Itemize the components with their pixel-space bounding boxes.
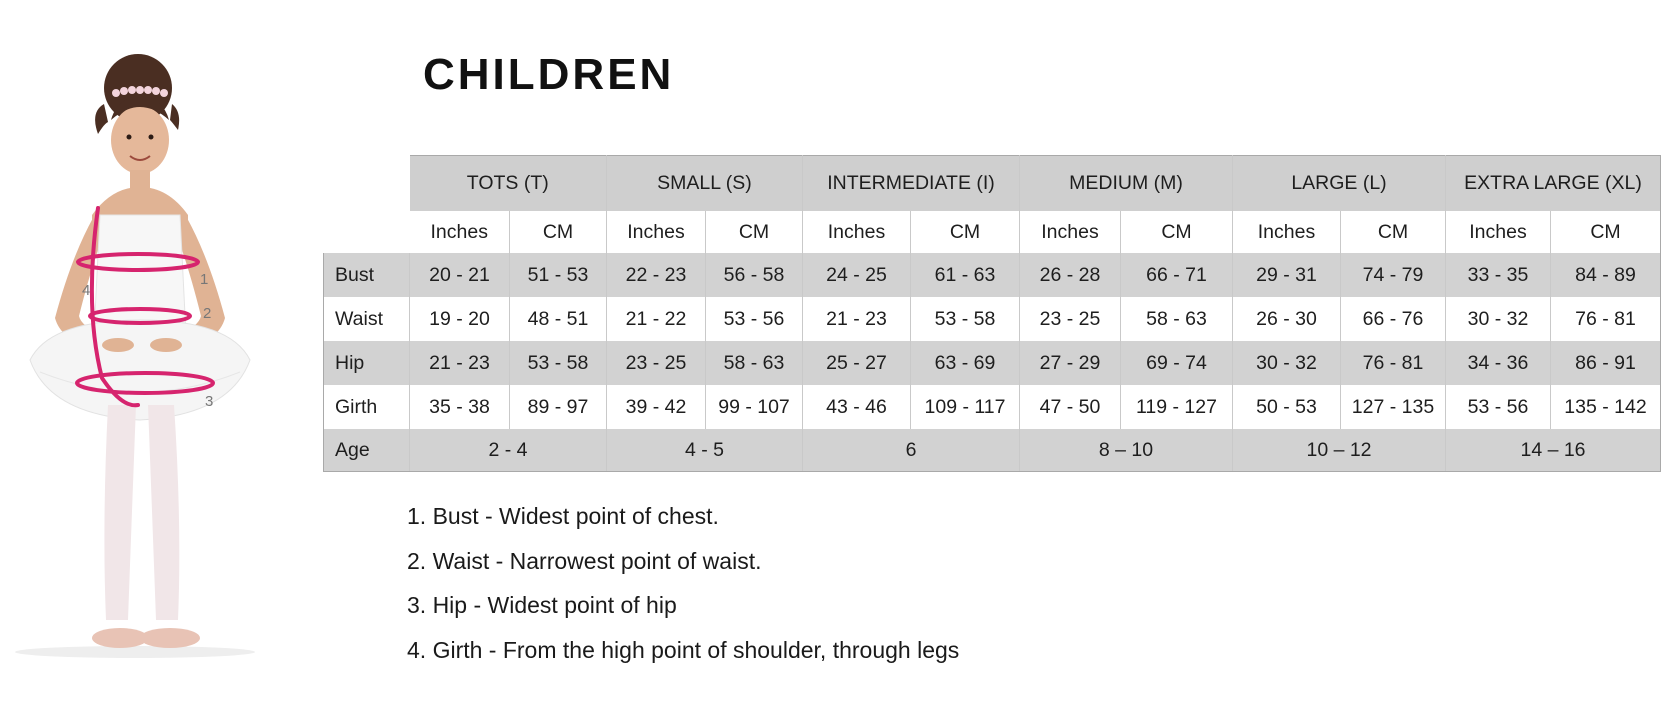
table-cell: 109 - 117 <box>911 385 1020 429</box>
table-cell: 21 - 23 <box>803 297 911 341</box>
measurement-notes <box>407 503 959 681</box>
size-header-extra-large: EXTRA LARGE (XL) <box>1446 156 1661 212</box>
unit-inches: Inches <box>1233 211 1341 253</box>
marker-1: 1 <box>200 271 209 288</box>
marker-4: 4 <box>82 282 91 299</box>
size-header-tots: TOTS (T) <box>410 156 607 212</box>
unit-inches: Inches <box>607 211 706 253</box>
table-cell: 21 - 22 <box>607 297 706 341</box>
table-cell: 53 - 58 <box>510 341 607 385</box>
table-row-age <box>324 429 1661 472</box>
table-cell: 63 - 69 <box>911 341 1020 385</box>
note-hip: 3. Hip - Widest point of hip <box>407 592 677 618</box>
age-cell: 8 – 10 <box>1020 429 1233 472</box>
table-cell: 61 - 63 <box>911 253 1020 297</box>
table-cell: 20 - 21 <box>410 253 510 297</box>
table-cell: 53 - 58 <box>911 297 1020 341</box>
size-header-medium: MEDIUM (M) <box>1020 156 1233 212</box>
table-cell: 58 - 63 <box>706 341 803 385</box>
size-header-row <box>324 156 1661 212</box>
table-cell: 35 - 38 <box>410 385 510 429</box>
table-cell: 66 - 71 <box>1121 253 1233 297</box>
unit-cm: CM <box>706 211 803 253</box>
table-cell: 33 - 35 <box>1446 253 1551 297</box>
table-cell: 25 - 27 <box>803 341 911 385</box>
size-header-large: LARGE (L) <box>1233 156 1446 212</box>
table-cell: 26 - 28 <box>1020 253 1121 297</box>
table-cell: 48 - 51 <box>510 297 607 341</box>
table-cell: 19 - 20 <box>410 297 510 341</box>
table-cell: 26 - 30 <box>1233 297 1341 341</box>
table-cell: 22 - 23 <box>607 253 706 297</box>
note-waist: 2. Waist - Narrowest point of waist. <box>407 547 762 574</box>
table-cell: 53 - 56 <box>706 297 803 341</box>
unit-cm: CM <box>911 211 1020 253</box>
table-cell: 21 - 23 <box>410 341 510 385</box>
table-cell: 119 - 127 <box>1121 385 1233 429</box>
age-cell: 14 – 16 <box>1446 429 1661 472</box>
age-cell: 6 <box>803 429 1020 472</box>
row-label: Waist <box>324 297 410 341</box>
table-cell: 29 - 31 <box>1233 253 1341 297</box>
size-chart-table <box>323 155 1661 472</box>
table-row-waist <box>324 297 1661 341</box>
table-cell: 24 - 25 <box>803 253 911 297</box>
table-row-girth <box>324 385 1661 429</box>
size-header-intermediate: INTERMEDIATE (I) <box>803 156 1020 212</box>
header-corner <box>324 156 410 212</box>
table-cell: 23 - 25 <box>1020 297 1121 341</box>
unit-inches: Inches <box>1020 211 1121 253</box>
units-corner <box>324 211 410 253</box>
table-cell: 99 - 107 <box>706 385 803 429</box>
unit-cm: CM <box>1341 211 1446 253</box>
table-cell: 84 - 89 <box>1551 253 1661 297</box>
table-cell: 56 - 58 <box>706 253 803 297</box>
table-cell: 69 - 74 <box>1121 341 1233 385</box>
table-row-bust <box>324 253 1661 297</box>
table-cell: 50 - 53 <box>1233 385 1341 429</box>
table-cell: 86 - 91 <box>1551 341 1661 385</box>
unit-cm: CM <box>1121 211 1233 253</box>
note-girth: 4. Girth - From the high point of shoulder, through legs <box>407 636 960 663</box>
table-cell: 47 - 50 <box>1020 385 1121 429</box>
table-cell: 30 - 32 <box>1446 297 1551 341</box>
unit-inches: Inches <box>1446 211 1551 253</box>
table-cell: 89 - 97 <box>510 385 607 429</box>
table-cell: 27 - 29 <box>1020 341 1121 385</box>
table-cell: 30 - 32 <box>1233 341 1341 385</box>
table-cell: 43 - 46 <box>803 385 911 429</box>
table-cell: 66 - 76 <box>1341 297 1446 341</box>
marker-2: 2 <box>203 305 212 322</box>
row-label: Age <box>324 429 410 472</box>
row-label: Bust <box>324 253 410 297</box>
note-bust: 1. Bust - Widest point of chest. <box>407 503 719 529</box>
table-row-hip <box>324 341 1661 385</box>
table-cell: 34 - 36 <box>1446 341 1551 385</box>
units-row <box>324 211 1661 253</box>
age-cell: 4 - 5 <box>607 429 803 472</box>
row-label: Girth <box>324 385 410 429</box>
table-cell: 53 - 56 <box>1446 385 1551 429</box>
unit-cm: CM <box>510 211 607 253</box>
table-cell: 127 - 135 <box>1341 385 1446 429</box>
table-cell: 51 - 53 <box>510 253 607 297</box>
table-cell: 58 - 63 <box>1121 297 1233 341</box>
table-cell: 76 - 81 <box>1551 297 1661 341</box>
table-cell: 23 - 25 <box>607 341 706 385</box>
table-cell: 76 - 81 <box>1341 341 1446 385</box>
table-cell: 39 - 42 <box>607 385 706 429</box>
row-label: Hip <box>324 341 410 385</box>
age-cell: 2 - 4 <box>410 429 607 472</box>
table-cell: 74 - 79 <box>1341 253 1446 297</box>
page-title: CHILDREN <box>423 50 675 99</box>
child-measurement-figure <box>0 0 300 716</box>
unit-inches: Inches <box>803 211 911 253</box>
unit-cm: CM <box>1551 211 1661 253</box>
unit-inches: Inches <box>410 211 510 253</box>
age-cell: 10 – 12 <box>1233 429 1446 472</box>
size-header-small: SMALL (S) <box>607 156 803 212</box>
table-cell: 135 - 142 <box>1551 385 1661 429</box>
marker-3: 3 <box>205 393 214 410</box>
